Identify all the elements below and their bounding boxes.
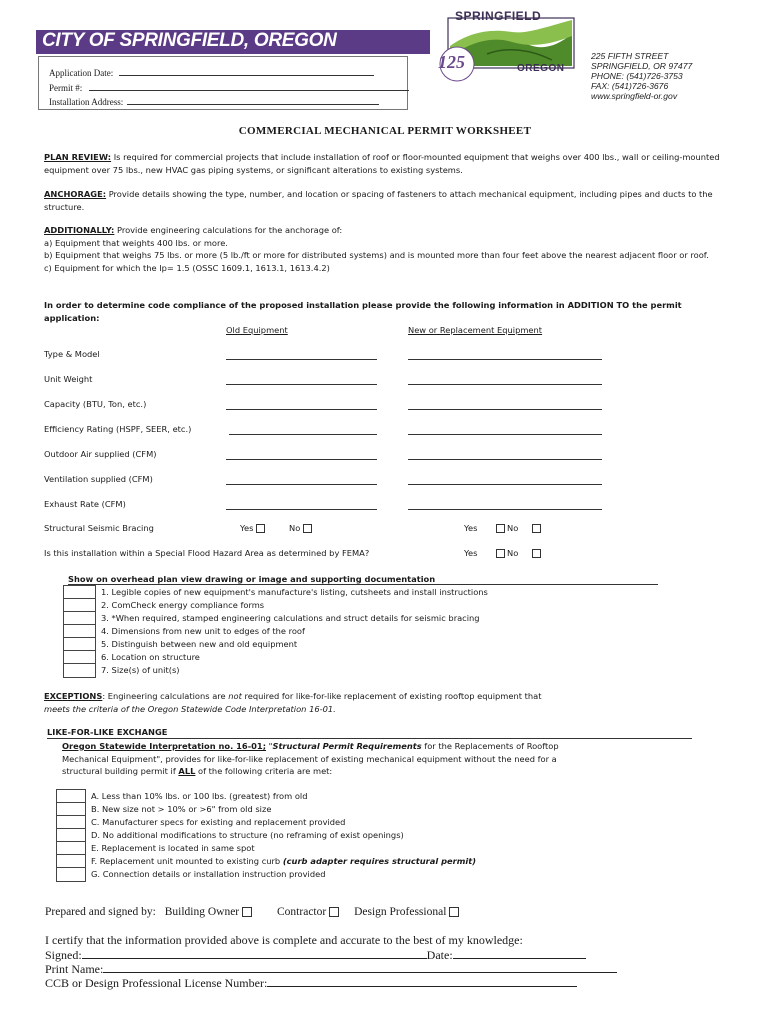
criteria-item-f	[91, 855, 476, 868]
plan-view-item: 7. Size(s) of unit(s)	[101, 665, 180, 675]
logo-springfield-word: SPRINGFIELD	[455, 9, 542, 23]
plan-view-item: 2. ComCheck energy compliance forms	[101, 600, 265, 610]
worksheet-title: COMMERCIAL MECHANICAL PERMIT WORKSHEET	[238, 125, 532, 137]
design-professional-option[interactable]	[354, 906, 459, 918]
permit-number-row	[49, 81, 409, 93]
type-model-new-field[interactable]	[408, 351, 602, 360]
exhaust-rate-new-field[interactable]	[408, 501, 602, 510]
seismic-old-yes-label: Yes	[240, 523, 254, 533]
old-equipment-column-header: Old Equipment	[226, 325, 288, 335]
plan-view-item: 6. Location on structure	[101, 652, 200, 662]
installation-address-row	[49, 95, 379, 107]
date-label: Date:	[426, 948, 453, 962]
criteria-item: E. Replacement is located in same spot	[91, 843, 255, 853]
plan-view-checkbox-6[interactable]	[64, 651, 95, 664]
flood-hazard-label: Is this installation within a Special Flood Hazard Area as determined by FEMA?	[44, 548, 370, 558]
plan-view-heading: Show on overhead plan view drawing or image and supporting documentation	[68, 574, 436, 584]
signed-label: Signed:	[45, 948, 82, 962]
design-professional-checkbox[interactable]	[449, 907, 459, 917]
plan-review-text: Is required for commercial projects that include installation of roof or floor-mounted equipment that weighs over 400 lbs., wall or ceiling-mounted equipment over 75 lbs., new HVAC gas piping systems, or significant alterations to existing systems.	[44, 152, 720, 175]
plan-view-item: 4. Dimensions from new unit to edges of the roof	[101, 626, 305, 636]
exceptions-line-2: meets the criteria of the Oregon Statewide Code Interpretation 16-01.	[44, 703, 336, 714]
like-for-like-line-3b: of the following criteria are met:	[195, 766, 333, 776]
design-professional-label: Design Professional	[354, 906, 447, 918]
plan-view-list	[101, 586, 488, 677]
quote-open: "	[266, 741, 273, 751]
seismic-old-no[interactable]	[289, 523, 312, 533]
prepared-by-row	[45, 906, 459, 918]
criteria-item-f-text: F. Replacement unit mounted to existing curb	[91, 856, 283, 866]
criteria-item-f-note: (curb adapter requires structural permit)	[282, 856, 477, 866]
efficiency-rating-label: Efficiency Rating (HSPF, SEER, etc.)	[44, 424, 192, 434]
exceptions-heading: EXCEPTIONS	[44, 691, 103, 701]
print-name-label: Print Name:	[45, 962, 104, 976]
seismic-new-yes[interactable]	[464, 523, 477, 533]
building-owner-checkbox[interactable]	[242, 907, 252, 917]
contractor-label: Contractor	[277, 906, 327, 918]
like-for-like-line-2: Mechanical Equipment", provides for like-for-like replacement of existing mechanical equipment without the need for a	[62, 753, 557, 764]
flood-no-label: No	[507, 548, 519, 558]
criteria-checkbox-f[interactable]	[57, 855, 85, 868]
like-for-like-text-1: for the Replacements of Rooftop	[421, 741, 559, 751]
outdoor-air-label: Outdoor Air supplied (CFM)	[44, 449, 157, 459]
additionally-heading: ADDITIONALLY:	[44, 225, 115, 235]
additionally-item-a: a) Equipment that weights 400 lbs. or more.	[44, 237, 228, 248]
plan-view-checkbox-5[interactable]	[64, 638, 95, 651]
anchorage-paragraph	[44, 188, 724, 213]
flood-no-checkbox[interactable]	[532, 549, 541, 558]
address-city: SPRINGFIELD, OR 97477	[591, 61, 693, 71]
like-for-like-heading: LIKE-FOR-LIKE EXCHANGE	[47, 727, 168, 737]
anchorage-heading: ANCHORAGE:	[44, 189, 107, 199]
city-title: CITY OF SPRINGFIELD, OREGON	[42, 30, 337, 51]
plan-view-checkbox-3[interactable]	[64, 612, 95, 625]
criteria-checkbox-column	[56, 789, 86, 882]
flood-yes[interactable]	[464, 548, 477, 558]
exceptions-text-a: : Engineering calculations are	[102, 691, 229, 701]
criteria-item: A. Less than 10% lbs. or 100 lbs. (greatest) from old	[91, 791, 308, 801]
plan-view-checkbox-2[interactable]	[64, 599, 95, 612]
criteria-list	[91, 790, 476, 881]
installation-address-label: Installation Address:	[49, 97, 124, 107]
anchorage-text: Provide details showing the type, number, and location or spacing of fasteners to attach mechanical equipment, including pipes and ducts to the structure.	[44, 189, 713, 212]
installation-address-field[interactable]	[127, 95, 379, 105]
permit-number-label: Permit #:	[49, 83, 83, 93]
seismic-old-yes[interactable]	[240, 523, 265, 533]
seismic-old-no-checkbox[interactable]	[303, 524, 312, 533]
building-owner-label: Building Owner	[164, 906, 240, 918]
outdoor-air-new-field[interactable]	[408, 451, 602, 460]
unit-weight-old-field[interactable]	[226, 376, 377, 385]
print-name-field[interactable]	[103, 961, 617, 973]
type-model-old-field[interactable]	[226, 351, 377, 360]
criteria-checkbox-a[interactable]	[57, 790, 85, 803]
efficiency-rating-old-field[interactable]	[229, 426, 377, 435]
criteria-checkbox-d[interactable]	[57, 829, 85, 842]
date-field[interactable]	[453, 947, 586, 959]
application-date-field[interactable]	[119, 66, 374, 76]
certify-statement: I certify that the information provided above is complete and accurate to the best of my knowledge:	[45, 933, 523, 947]
capacity-old-field[interactable]	[226, 401, 377, 410]
exhaust-rate-label: Exhaust Rate (CFM)	[44, 499, 126, 509]
unit-weight-new-field[interactable]	[408, 376, 602, 385]
exceptions-not: not	[228, 691, 242, 701]
criteria-checkbox-e[interactable]	[57, 842, 85, 855]
plan-view-checkbox-1[interactable]	[64, 586, 95, 599]
ventilation-old-field[interactable]	[226, 476, 377, 485]
ventilation-label: Ventilation supplied (CFM)	[44, 474, 153, 484]
like-for-like-underline	[47, 738, 692, 739]
outdoor-air-old-field[interactable]	[226, 451, 377, 460]
prepared-by-label: Prepared and signed by:	[45, 906, 156, 918]
seismic-bracing-label: Structural Seismic Bracing	[44, 523, 154, 533]
license-number-field[interactable]	[267, 975, 577, 987]
plan-view-item: 5. Distinguish between new and old equipment	[101, 639, 298, 649]
criteria-checkbox-b[interactable]	[57, 803, 85, 816]
additionally-item-c: c) Equipment for which the Ip= 1.5 (OSSC 1609.1, 1613.1, 1613.4.2)	[44, 262, 330, 273]
contractor-option[interactable]	[277, 906, 339, 918]
capacity-new-field[interactable]	[408, 401, 602, 410]
like-for-like-line-3a: structural building permit if	[62, 766, 179, 776]
interpretation-reference: Oregon Statewide Interpretation no. 16-01;	[62, 741, 267, 751]
flood-no[interactable]	[496, 548, 541, 558]
license-number-label: CCB or Design Professional License Number:	[45, 976, 268, 990]
plan-view-checkbox-column	[63, 585, 96, 678]
address-website: www.springfield-or.gov	[591, 91, 678, 101]
efficiency-rating-new-field[interactable]	[408, 426, 602, 435]
logo-oregon-word: OREGON	[517, 63, 565, 74]
seismic-old-no-label: No	[289, 523, 301, 533]
plan-view-checkbox-4[interactable]	[64, 625, 95, 638]
unit-weight-label: Unit Weight	[44, 374, 93, 384]
criteria-item: B. New size not > 10% or >6" from old size	[91, 804, 272, 814]
seismic-new-no-checkbox[interactable]	[532, 524, 541, 533]
exceptions-text-b: required for like-for-like replacement of existing rooftop equipment that	[241, 691, 542, 701]
building-owner-option[interactable]	[165, 906, 252, 918]
structural-permit-requirements: Structural Permit Requirements	[272, 741, 422, 751]
application-date-label: Application Date:	[49, 68, 114, 78]
plan-view-item: 3. *When required, stamped engineering calculations and struct details for seismic bracing	[101, 613, 480, 623]
permit-number-field[interactable]	[89, 81, 409, 91]
flood-yes-checkbox[interactable]	[496, 549, 505, 558]
capacity-label: Capacity (BTU, Ton, etc.)	[44, 399, 147, 409]
address-fax: FAX: (541)726-3676	[591, 81, 669, 91]
type-model-label: Type & Model	[44, 349, 100, 359]
criteria-checkbox-g[interactable]	[57, 868, 85, 880]
seismic-new-yes-label: Yes	[464, 523, 478, 533]
additionally-item-b: b) Equipment that weighs 75 lbs. or more (5 lb./ft or more for distributed systems) and is mounted more than four feet above the nearest adjacent floor or roof.	[44, 250, 709, 260]
new-equipment-column-header: New or Replacement Equipment	[408, 325, 543, 335]
application-info-box	[38, 56, 408, 110]
logo-anniversary: 125	[438, 52, 465, 72]
application-date-row	[49, 66, 374, 78]
like-for-like-paragraph	[62, 740, 722, 778]
plan-view-checkbox-7[interactable]	[64, 664, 95, 676]
address-street: 225 FIFTH STREET	[591, 51, 669, 61]
seismic-new-no[interactable]	[496, 523, 541, 533]
seismic-new-yes-checkbox[interactable]	[496, 524, 505, 533]
additionally-block	[44, 224, 724, 274]
criteria-item: D. No additional modifications to structure (no reframing of exist openings)	[91, 830, 404, 840]
criteria-item: C. Manufacturer specs for existing and replacement provided	[91, 817, 346, 827]
seismic-new-no-label: No	[507, 523, 519, 533]
plan-review-heading: PLAN REVIEW:	[44, 152, 112, 162]
city-address-block	[591, 51, 692, 101]
additionally-text: Provide engineering calculations for the anchorage of:	[114, 225, 343, 235]
plan-view-item: 1. Legible copies of new equipment's manufacture's listing, cutsheets and install instructions	[101, 587, 488, 597]
criteria-item: G. Connection details or installation instruction provided	[91, 869, 326, 879]
flood-yes-label: Yes	[464, 548, 478, 558]
seismic-old-yes-checkbox[interactable]	[256, 524, 265, 533]
compliance-intro: In order to determine code compliance of the proposed installation please provide the following information in ADDITION TO the permit application:	[44, 300, 682, 323]
signed-field[interactable]	[82, 947, 427, 959]
ventilation-new-field[interactable]	[408, 476, 602, 485]
contractor-checkbox[interactable]	[329, 907, 339, 917]
exceptions-paragraph	[44, 690, 724, 715]
criteria-checkbox-c[interactable]	[57, 816, 85, 829]
exhaust-rate-old-field[interactable]	[226, 501, 377, 510]
license-number-row	[45, 975, 577, 991]
plan-review-paragraph	[44, 151, 724, 176]
plan-view-underline	[68, 584, 658, 585]
address-phone: PHONE: (541)726-3753	[591, 71, 683, 81]
like-for-like-all: ALL	[178, 766, 196, 776]
